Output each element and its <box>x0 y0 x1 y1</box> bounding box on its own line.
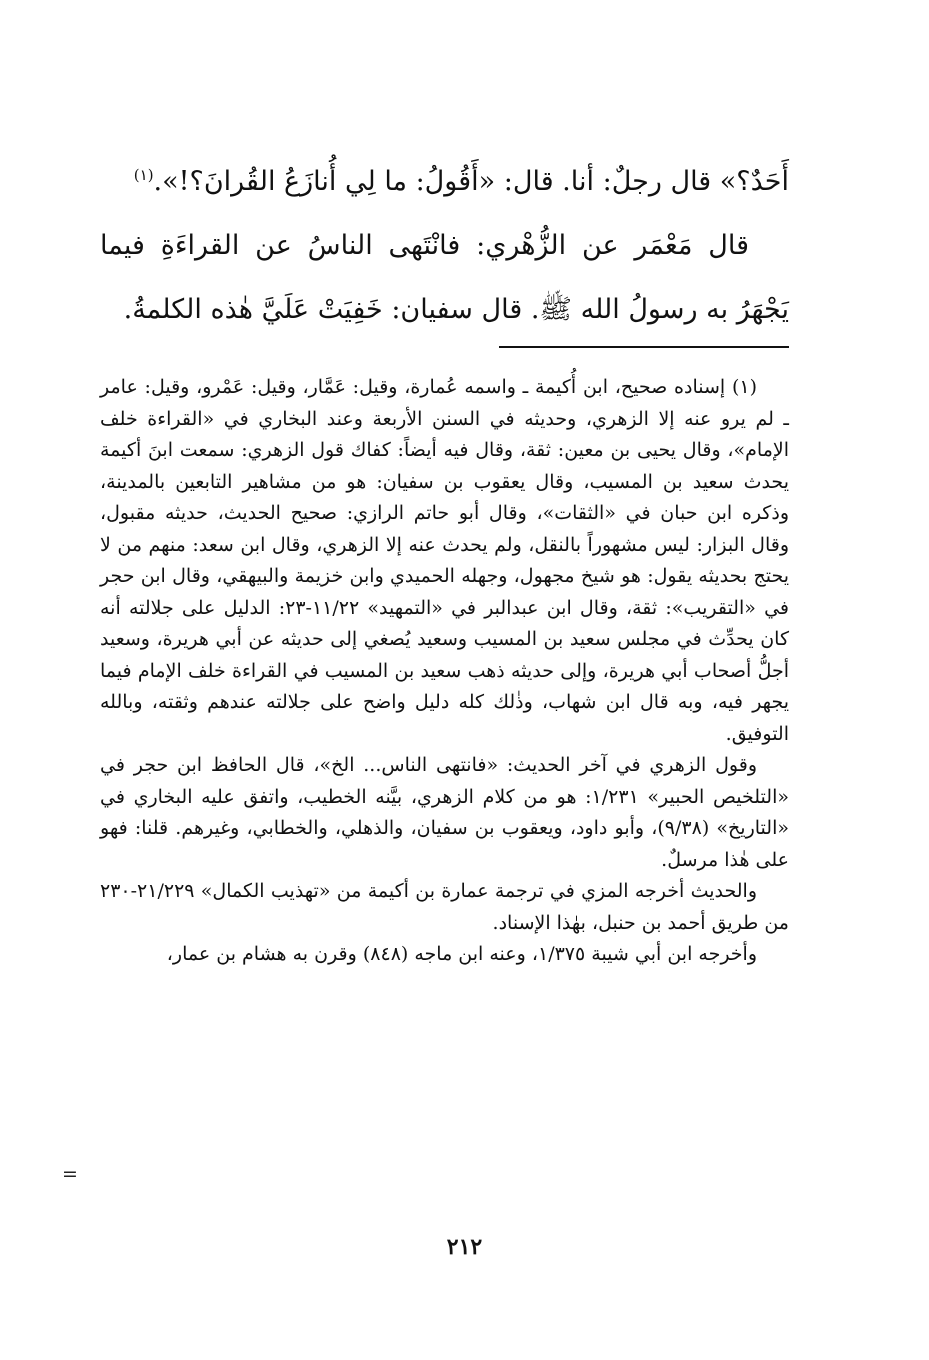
footnotes-section <box>100 372 789 971</box>
page-number: ٢١٢ <box>446 1234 483 1260</box>
footnote-reference[interactable]: (١) <box>133 166 154 184</box>
continuation-mark: = <box>62 1163 78 1185</box>
main-paragraph-1 <box>100 150 789 214</box>
footnote-paragraph-4: وأخرجه ابن أبي شيبة ١/٣٧٥، وعنه ابن ماجه (٨٤٨) وقرن به هشام بن عمار، <box>166 943 757 965</box>
main-paragraph-2: قال مَعْمَر عن الزُّهْري: فانْتَهى الناسُ عن القراءَةِ فيما يَجْهَرُ به رسولُ الله ﷺ. قال سفيان: خَفِيَتْ عَلَيَّ هٰذه الكلمةُ. <box>100 230 789 325</box>
footnote-paragraph-2: وقول الزهري في آخر الحديث: «فانتهى الناس... الخ»، قال الحافظ ابن حجر في «التلخيص الحبير» ١/٢٣١: هو من كلام الزهري، بيَّنه الخطيب، واتفق عليه البخاري في «التاريخ» (٩/٣٨)، وأبو داود، ويعقوب بن سفيان، والذهلي، والخطابي، وغيرهم. قلنا: فهو على هٰذا مرسلٌ. <box>100 754 789 871</box>
main-paragraph-1-text: أَحَدٌ؟» قال رجلٌ: أنا. قال: «أَقُولُ: ما لِي أُنازَعُ القُرانَ؟!». <box>153 166 789 197</box>
footnote-paragraph-3: والحديث أخرجه المزي في ترجمة عمارة بن أكيمة من «تهذيب الكمال» ٢١/٢٢٩-٢٣٠ من طريق أحمد بن حنبل، بهٰذا الإسناد. <box>100 880 789 934</box>
footnote-divider <box>499 346 789 348</box>
main-text <box>100 150 789 342</box>
footnote-1: (١) إسناده صحيح، ابن أُكيمة ـ واسمه عُمارة، وقيل: عَمَّار، وقيل: عَمْرو، وقيل: عامر ـ لم يرو عنه إلا الزهري، وحديثه في السنن الأربعة وعند البخاري في «القراءة خلف الإمام»، وقال يحيى بن معين: ثقة، وقال فيه أيضاً: كفاك قول الزهري: سمعت ابنَ أكيمة يحدث سعيد بن المسيب، وقال يعقوب بن سفيان: هو من مشاهير التابعين بالمدينة، وذكره ابن حبان في «الثقات»، وقال أبو حاتم الرازي: صحيح الحديث، حديثه مقبول، وقال البزار: ليس مشهوراً بالنقل، ولم يحدث عنه إلا الزهري، وقال ابن سعد: منهم من لا يحتج بحديثه يقول: هو شيخ مجهول، وجهله الحميدي وابن خزيمة والبيهقي، وقال ابن حجر في «التقريب»: ثقة، وقال ابن عبدالبر في «التمهيد» ١١/٢٢-٢٣: الدليل على جلالته أنه كان يحدِّث في مجلس سعيد بن المسيب وسعيد يُصغي إلى حديثه عن أبي هريرة، وسعيد أجلُّ أصحاب أبي هريرة، وإلى حديثه ذهب سعيد بن المسيب في القراءة خلف الإمام فيما يجهر فيه، وبه قال ابن شهاب، وذٰلك كله دليل واضح على جلالته عندهم وثقته، وبالله التوفيق. <box>100 376 789 745</box>
